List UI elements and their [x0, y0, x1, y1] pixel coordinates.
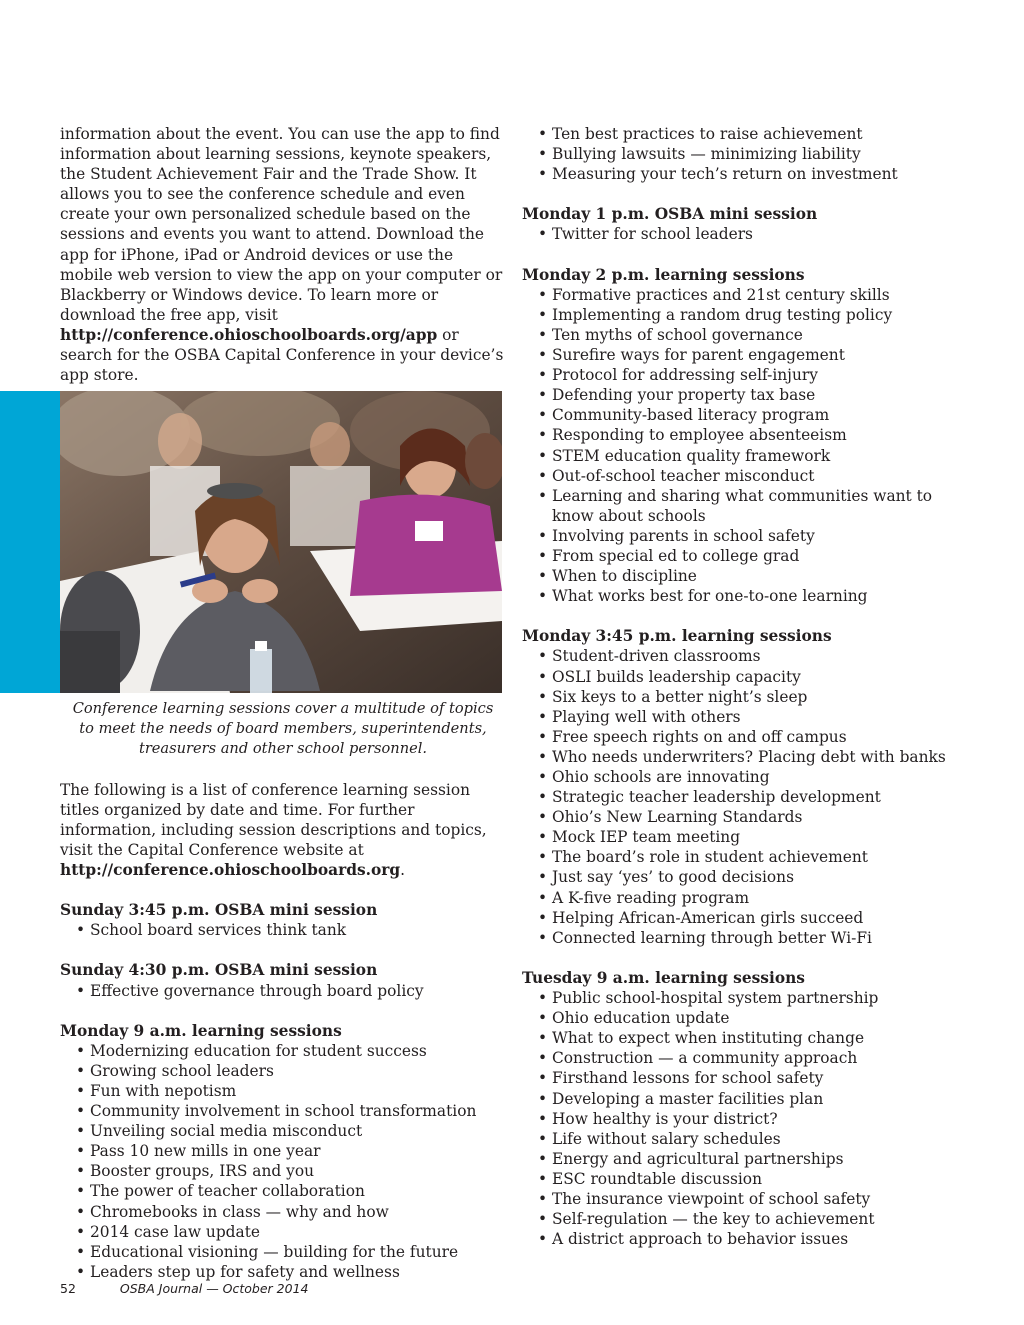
session-item: • The board’s role in student achievement: [522, 847, 962, 867]
session-item: • STEM education quality framework: [522, 446, 962, 466]
session-item: • Ohio education update: [522, 1008, 962, 1028]
session-heading: Monday 2 p.m. learning sessions: [522, 265, 805, 284]
session-item: • Ten best practices to raise achievement: [522, 124, 962, 144]
journal-issue: OSBA Journal — October 2014: [119, 1281, 309, 1296]
session-item: • Developing a master facilities plan: [522, 1089, 962, 1109]
session-heading: Sunday 3:45 p.m. OSBA mini session: [60, 901, 378, 920]
accent-bar: [0, 391, 60, 693]
session-item: • Surefire ways for parent engagement: [522, 345, 962, 365]
session-item: • ESC roundtable discussion: [522, 1169, 962, 1189]
conference-photo: [60, 391, 502, 693]
session-heading: Monday 9 a.m. learning sessions: [60, 1021, 342, 1040]
left-session-sections: [60, 880, 506, 1282]
session-item: • Formative practices and 21st century skills: [522, 285, 962, 305]
left-column: [60, 124, 506, 1282]
app-url-link[interactable]: http://conference.ohioschoolboards.org/app: [60, 325, 438, 344]
intro-paragraph: [60, 124, 506, 385]
session-item: • Leaders step up for safety and wellness: [60, 1262, 506, 1282]
photo-caption: Conference learning sessions cover a multitude of topics to meet the needs of board members, superintendents, treasurers and other school personnel.: [72, 700, 494, 758]
session-item: • What to expect when instituting change: [522, 1028, 962, 1048]
continued-session-list: [522, 124, 962, 184]
session-item: • Booster groups, IRS and you: [60, 1161, 506, 1181]
session-item: • Six keys to a better night’s sleep: [522, 687, 962, 707]
photo-block: [60, 391, 506, 693]
session-item: • Defending your property tax base: [522, 385, 962, 405]
session-item: • A district approach to behavior issues: [522, 1229, 962, 1249]
intro-text-2: or search for the OSBA Capital Conference in your device’s app store.: [60, 325, 504, 385]
list-intro-text-2: .: [400, 860, 406, 879]
session-list: [60, 1041, 506, 1282]
conference-photo-illustration: [60, 391, 502, 693]
session-item: • From special ed to college grad: [522, 546, 962, 566]
session-item: • Modernizing education for student success: [60, 1041, 506, 1061]
session-item: • Public school-hospital system partnership: [522, 988, 962, 1008]
right-column: [522, 124, 962, 1249]
session-heading: Monday 3:45 p.m. learning sessions: [522, 627, 832, 646]
list-intro-text-1: The following is a list of conference learning session titles organized by date and time. For further information, including session descriptions and topics, visit the Capital Conference website at: [60, 780, 487, 859]
session-item: • Construction — a community approach: [522, 1048, 962, 1068]
session-list: [522, 224, 962, 244]
session-item: • Implementing a random drug testing policy: [522, 305, 962, 325]
session-item: • Growing school leaders: [60, 1061, 506, 1081]
session-item: • A K-five reading program: [522, 888, 962, 908]
session-item: • Ten myths of school governance: [522, 325, 962, 345]
session-item: • Chromebooks in class — why and how: [60, 1202, 506, 1222]
session-item: • Effective governance through board policy: [60, 981, 506, 1001]
session-item: • Educational visioning — building for the future: [60, 1242, 506, 1262]
session-item: • Learning and sharing what communities want to know about schools: [522, 486, 962, 526]
session-item: • Firsthand lessons for school safety: [522, 1068, 962, 1088]
session-item: • Out-of-school teacher misconduct: [522, 466, 962, 486]
session-item: • Responding to employee absenteeism: [522, 425, 962, 445]
session-item: • Measuring your tech’s return on investment: [522, 164, 962, 184]
session-item: • Ohio’s New Learning Standards: [522, 807, 962, 827]
session-item: • OSLI builds leadership capacity: [522, 667, 962, 687]
page-number: 52: [60, 1281, 76, 1296]
session-heading: Monday 1 p.m. OSBA mini session: [522, 205, 818, 224]
session-item: • What works best for one-to-one learning: [522, 586, 962, 606]
session-item: • The power of teacher collaboration: [60, 1181, 506, 1201]
session-list: [60, 981, 506, 1001]
session-item: • Ohio schools are innovating: [522, 767, 962, 787]
session-item: • Bullying lawsuits — minimizing liability: [522, 144, 962, 164]
session-item: • Student-driven classrooms: [522, 646, 962, 666]
session-list: [522, 285, 962, 607]
session-item: • Life without salary schedules: [522, 1129, 962, 1149]
list-intro-paragraph: [60, 780, 506, 880]
session-item: • Involving parents in school safety: [522, 526, 962, 546]
session-heading: Sunday 4:30 p.m. OSBA mini session: [60, 961, 378, 980]
session-item: • When to discipline: [522, 566, 962, 586]
session-item: • Protocol for addressing self-injury: [522, 365, 962, 385]
session-item: • Self-regulation — the key to achievement: [522, 1209, 962, 1229]
session-item: • Strategic teacher leadership development: [522, 787, 962, 807]
session-item: • 2014 case law update: [60, 1222, 506, 1242]
session-item: • School board services think tank: [60, 920, 506, 940]
session-item: • Who needs underwriters? Placing debt with banks: [522, 747, 962, 767]
session-item: • How healthy is your district?: [522, 1109, 962, 1129]
session-item: • Unveiling social media misconduct: [60, 1121, 506, 1141]
page-footer: [60, 1281, 308, 1296]
session-item: • Community involvement in school transformation: [60, 1101, 506, 1121]
conference-website-link[interactable]: http://conference.ohioschoolboards.org: [60, 860, 401, 879]
session-item: • Playing well with others: [522, 707, 962, 727]
session-item: • Energy and agricultural partnerships: [522, 1149, 962, 1169]
session-item: • Community-based literacy program: [522, 405, 962, 425]
session-list: [522, 988, 962, 1249]
session-item: • Free speech rights on and off campus: [522, 727, 962, 747]
session-item: • Fun with nepotism: [60, 1081, 506, 1101]
session-item: • Just say ‘yes’ to good decisions: [522, 867, 962, 887]
session-item: • The insurance viewpoint of school safety: [522, 1189, 962, 1209]
session-item: • Pass 10 new mills in one year: [60, 1141, 506, 1161]
right-session-sections: [522, 184, 962, 1249]
session-list: [60, 920, 506, 940]
session-item: • Mock IEP team meeting: [522, 827, 962, 847]
session-item: • Twitter for school leaders: [522, 224, 962, 244]
session-item: • Helping African-American girls succeed: [522, 908, 962, 928]
session-item: • Connected learning through better Wi-Fi: [522, 928, 962, 948]
intro-text-1: information about the event. You can use the app to find information about learning sessions, keynote speakers, the Student Achievement Fair and the Trade Show. It allows you to see the conference schedule and even create your own personalized schedule based on the sessions and events you want to attend. Download the app for iPhone, iPad or Android devices or use the mobile web version to view the app on your computer or Blackberry or Windows device. To learn more or download the free app, visit: [60, 125, 503, 324]
session-list: [522, 646, 962, 947]
session-heading: Tuesday 9 a.m. learning sessions: [522, 968, 805, 987]
